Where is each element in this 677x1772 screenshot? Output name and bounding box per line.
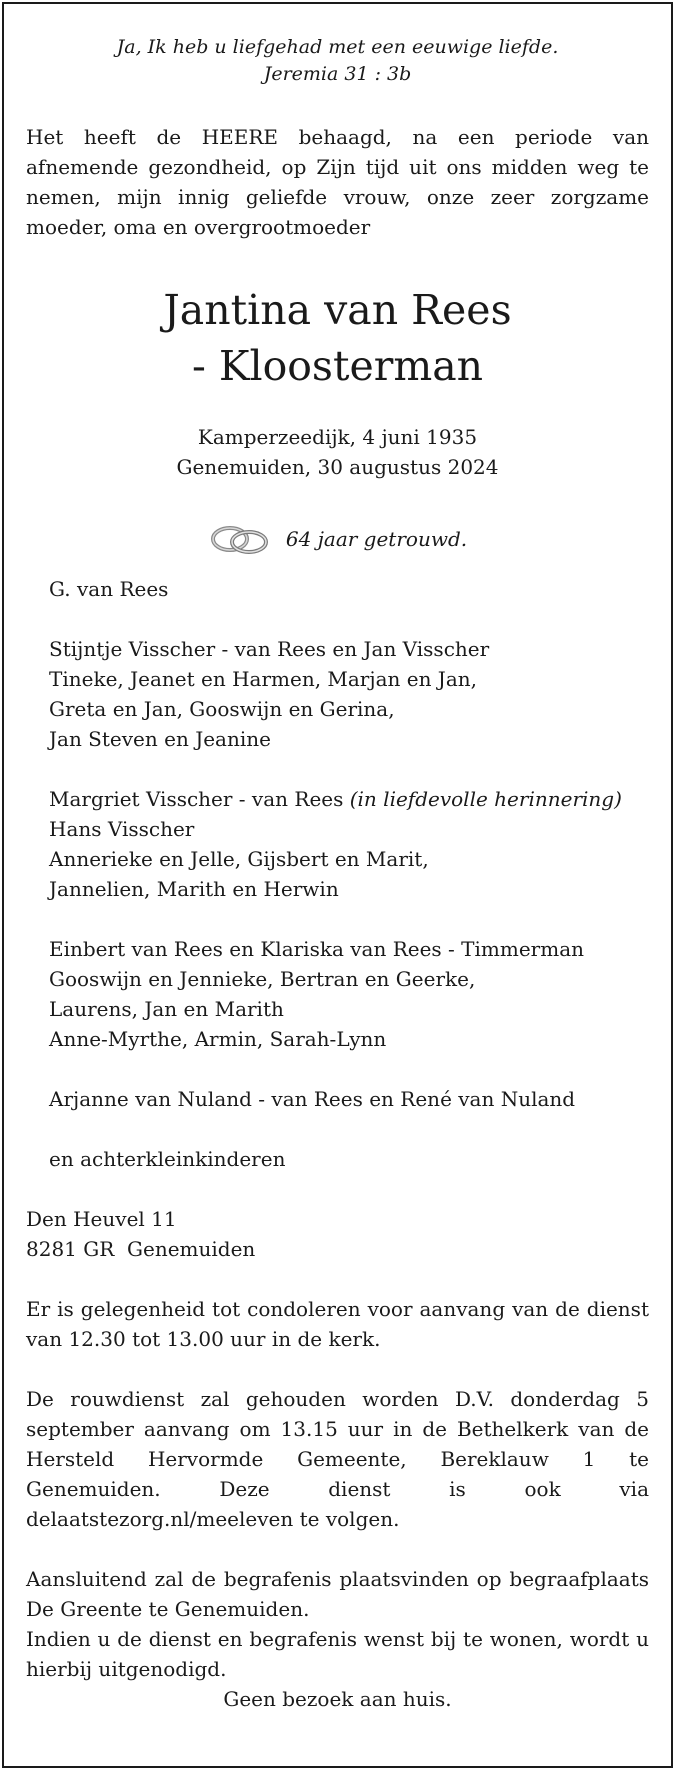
family-group-1 [49, 634, 653, 754]
burial-text: Aansluitend zal de begrafenis plaatsvinden op begraafplaats De Greente te Genemuiden. [26, 1567, 649, 1621]
family-group-4 [49, 1084, 653, 1114]
family-list [49, 574, 653, 1204]
family-line: Gooswijn en Jennieke, Bertran en Geerke, [49, 967, 476, 991]
family-line [49, 784, 653, 814]
spouse-name: G. van Rees [49, 577, 169, 601]
memorial-note: (in liefdevolle herinnering) [349, 787, 622, 811]
service-text: De rouwdienst zal gehouden worden D.V. donderdag 5 september aanvang om 13.15 uur in de Bethelkerk van de Hersteld Hervormde Gemeente, Bereklauw 1 te Genemuiden. Deze dienst is ook via delaatstezorg.nl/meeleven te volgen. [26, 1387, 649, 1531]
great-grandchildren-line: en achterkleinkinderen [49, 1147, 286, 1171]
wedding-rings-icon [208, 522, 272, 556]
bible-verse [4, 34, 671, 88]
invitation-text: Indien u de dienst en begrafenis wenst bij te wonen, wordt u hierbij uitgenodigd. [26, 1627, 649, 1681]
intro-text: Het heeft de HEERE behaagd, na een periode van afnemende gezondheid, op Zijn tijd uit ons midden weg te nemen, mijn innig geliefde vrouw, onze zeer zorgzame moeder, oma en overgrootmoeder [26, 125, 649, 239]
deceased-name-line2: - Kloosterman [191, 342, 484, 390]
family-line: Jan Steven en Jeanine [49, 727, 271, 751]
family-line: Stijntje Visscher - van Rees en Jan Visscher [49, 637, 490, 661]
address-city: 8281 GR Genemuiden [26, 1237, 256, 1261]
obituary-card [2, 2, 673, 1768]
life-dates [4, 422, 671, 482]
arrangements [26, 1204, 649, 1714]
death-date: Genemuiden, 30 augustus 2024 [176, 455, 499, 479]
family-line: Greta en Jan, Gooswijn en Gerina, [49, 697, 395, 721]
address-street: Den Heuvel 11 [26, 1207, 177, 1231]
burial-info [26, 1564, 649, 1684]
marriage-text: 64 jaar getrouwd. [285, 527, 468, 551]
family-group-3 [49, 934, 653, 1054]
deceased-name-line1: Jantina van Rees [163, 286, 512, 334]
verse-text: Ja, Ik heb u liefgehad met een eeuwige liefde. [116, 36, 559, 58]
family-line: Hans Visscher [49, 817, 195, 841]
home-address [26, 1204, 649, 1264]
family-line: Jannelien, Marith en Herwin [49, 877, 339, 901]
deceased-name [4, 282, 671, 394]
family-member-name: Margriet Visscher - van Rees [49, 787, 344, 811]
condolence-text: Er is gelegenheid tot condoleren voor aanvang van de dienst van 12.30 tot 13.00 uur in de kerk. [26, 1297, 649, 1351]
verse-reference: Jeremia 31 : 3b [263, 63, 412, 85]
spouse-group [49, 574, 653, 604]
family-group-2 [49, 784, 653, 904]
birth-date: Kamperzeedijk, 4 juni 1935 [197, 425, 478, 449]
family-line: Einbert van Rees en Klariska van Rees - Timmerman [49, 937, 584, 961]
family-line: Laurens, Jan en Marith [49, 997, 284, 1021]
closing-note: Geen bezoek aan huis. [223, 1687, 452, 1711]
great-grandchildren-group [49, 1144, 653, 1174]
family-line: Anne-Myrthe, Armin, Sarah-Lynn [49, 1027, 387, 1051]
family-line: Annerieke en Jelle, Gijsbert en Marit, [49, 847, 429, 871]
family-line: Tineke, Jeanet en Harmen, Marjan en Jan, [49, 667, 477, 691]
family-line: Arjanne van Nuland - van Rees en René van Nuland [49, 1087, 576, 1111]
marriage-line [4, 522, 671, 556]
